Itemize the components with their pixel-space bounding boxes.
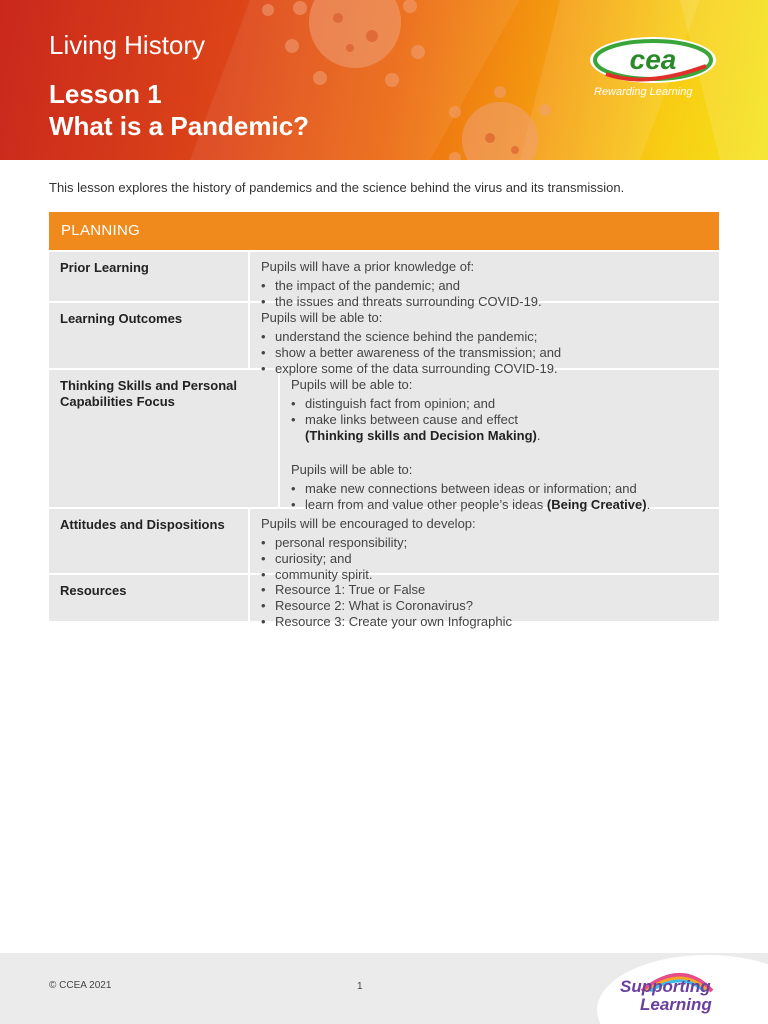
bullet-list <box>291 396 709 444</box>
list-item: • explore some of the data surrounding COVID-19. <box>261 361 709 377</box>
table-row <box>49 368 719 512</box>
bullet-list <box>291 481 709 513</box>
row-lead: Pupils will have a prior knowledge of: <box>261 259 475 274</box>
list-item: • make links between cause and effect <box>291 412 709 428</box>
planning-table <box>49 212 719 629</box>
logo-text: cea <box>629 44 677 75</box>
row-lead: Pupils will be able to: <box>261 310 383 325</box>
row-label: Learning Outcomes <box>49 303 250 368</box>
list-item-text: learn from and value other people’s ideas <box>305 497 544 512</box>
row-content <box>250 575 719 629</box>
intro-text: This lesson explores the history of pandemics and the science behind the virus and its transmission. <box>49 180 625 195</box>
ccea-logo-mark <box>586 34 720 86</box>
list-item: • community spirit. <box>261 567 709 583</box>
list-item: • Resource 2: What is Coronavirus? <box>261 598 709 614</box>
row-label: Resources <box>49 575 250 621</box>
row-content <box>250 509 719 582</box>
list-item: • personal responsibility; <box>261 535 709 551</box>
copyright-text: © CCEA 2021 <box>49 980 112 991</box>
planning-heading: PLANNING <box>49 212 719 250</box>
list-item: • the impact of the pandemic; and <box>261 278 709 294</box>
table-row <box>49 301 719 376</box>
header-banner <box>0 0 768 160</box>
bullet-list <box>261 278 709 310</box>
bullet-list <box>261 535 709 583</box>
emphasis-text: (Being Creative) <box>546 497 647 512</box>
page-number: 1 <box>357 981 363 992</box>
ccea-logo <box>586 34 720 100</box>
badge-line-2: Learning <box>640 995 712 1014</box>
list-item: • make new connections between ideas or information; and <box>291 481 709 497</box>
emphasis-text: (Thinking skills and Decision Making) <box>305 428 537 443</box>
logo-tagline: Rewarding Learning <box>594 86 693 98</box>
supporting-learning-logo <box>612 961 762 1021</box>
bullet-list <box>261 582 709 630</box>
page-footer <box>0 953 768 1024</box>
lesson-title: What is a Pandemic? <box>49 111 310 141</box>
row-label: Thinking Skills and Personal Capabilities Focus <box>49 370 280 507</box>
row-content <box>280 370 719 512</box>
list-item: • Resource 3: Create your own Infographic <box>261 614 709 630</box>
row-label: Prior Learning <box>49 252 250 301</box>
lesson-heading <box>49 78 309 142</box>
row-lead: Pupils will be able to: <box>291 462 413 477</box>
bullet-list <box>261 329 709 377</box>
list-item: • Resource 1: True or False <box>261 582 709 598</box>
row-content <box>250 252 719 309</box>
row-lead: Pupils will be encouraged to develop: <box>261 516 476 531</box>
list-item: • distinguish fact from opinion; and <box>291 396 709 412</box>
list-item: • the issues and threats surrounding COVID-19. <box>261 294 709 310</box>
row-content <box>250 303 719 376</box>
table-row <box>49 250 719 309</box>
row-lead: Pupils will be able to: <box>291 377 413 392</box>
badge-line-1: Supporting <box>620 977 711 996</box>
series-title: Living History <box>49 30 206 60</box>
list-item: • understand the science behind the pandemic; <box>261 329 709 345</box>
list-item: • show a better awareness of the transmission; and <box>261 345 709 361</box>
list-item: • learn from and value other people’s ideas (Being Creative). <box>291 497 709 513</box>
row-label: Attitudes and Dispositions <box>49 509 250 573</box>
lesson-number: Lesson 1 <box>49 79 162 109</box>
list-item: • curiosity; and <box>261 551 709 567</box>
list-item-continuation: (Thinking skills and Decision Making). <box>305 428 541 443</box>
table-row <box>49 507 719 582</box>
